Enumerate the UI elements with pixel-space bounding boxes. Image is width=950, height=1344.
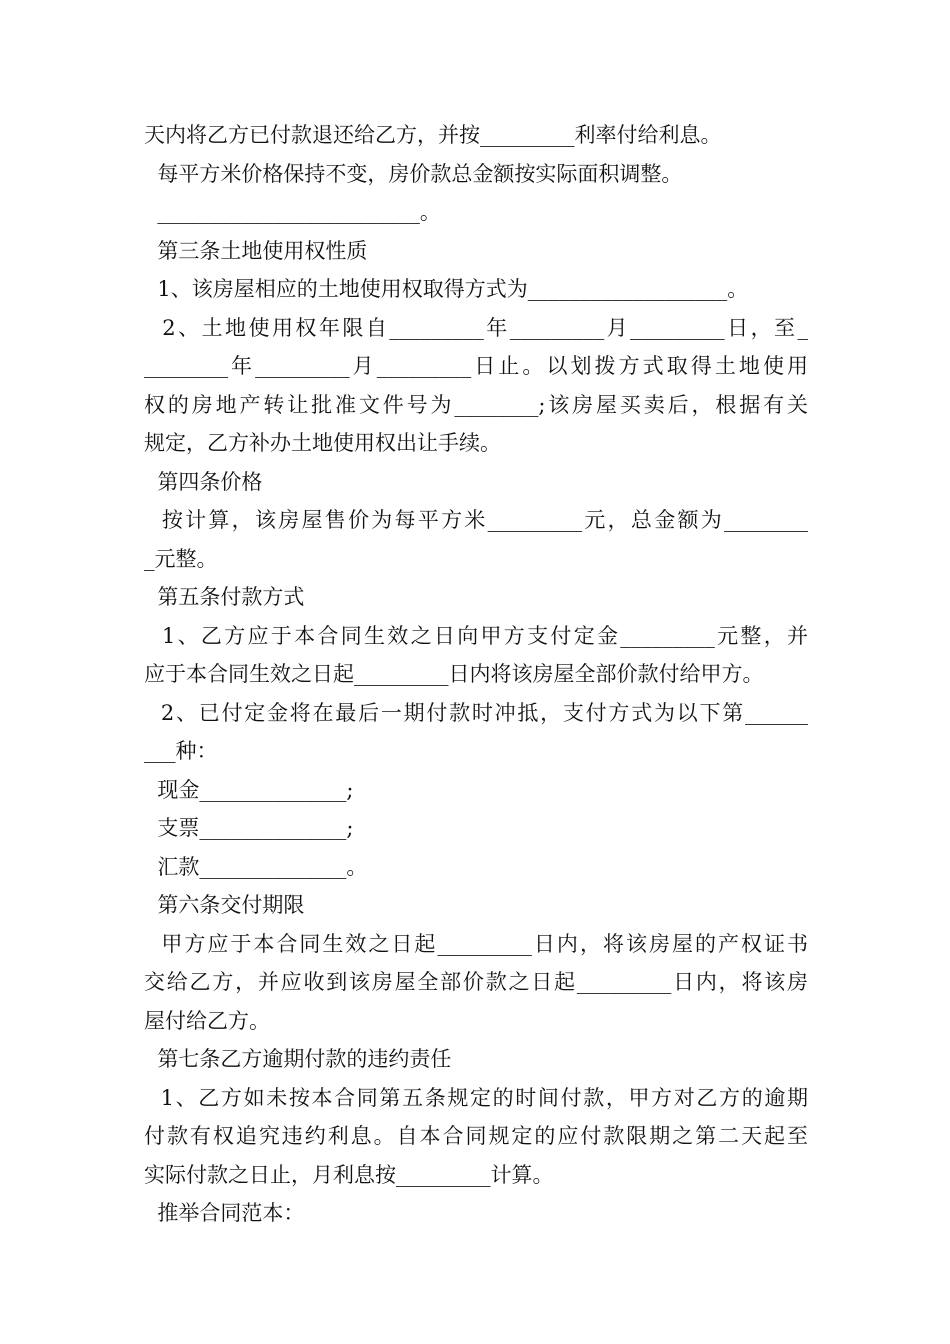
text-line: 1、乙方应于本合同生效之日向甲方支付定金_________元整，并	[144, 623, 808, 648]
text-line: 2、土地使用权年限自_________年_________月_________日，至_	[144, 315, 808, 340]
text-line: 天内将乙方已付款退还给乙方，并按_________利率付给利息。	[144, 123, 722, 147]
text-line: 每平方米价格保持不变，房价款总金额按实际面积调整。	[144, 161, 683, 186]
text-line: 实际付款之日止，月利息按_________计算。	[144, 1162, 554, 1187]
text-line: 1、乙方如未按本合同第五条规定的时间付款，甲方对乙方的逾期	[144, 1085, 808, 1110]
text-line: 付款有权追究违约利息。自本合同规定的应付款限期之第二天起至	[144, 1124, 808, 1148]
text-line: 现金______________;	[144, 777, 354, 802]
text-line: 屋付给乙方。	[144, 1008, 270, 1033]
text-line: 交给乙方，并应收到该房屋全部价款之日起_________日内，将该房	[144, 970, 808, 994]
section-heading: 第六条交付期限	[144, 893, 305, 917]
text-line: 按计算，该房屋售价为每平方米_________元，总金额为________	[144, 508, 808, 532]
text-line: 规定，乙方补办土地使用权出让手续。	[144, 431, 501, 455]
text-line: 权的房地产转让批准文件号为________;该房屋买卖后，根据有关	[144, 392, 808, 417]
text-line: 支票______________;	[144, 816, 354, 840]
text-line: 2、已付定金将在最后一期付款时冲抵，支付方式为以下第______	[144, 700, 808, 725]
text-line: _________________________。	[144, 200, 441, 224]
text-line: 推举合同范本：	[144, 1201, 305, 1225]
text-line: 应于本合同生效之日起_________日内将该房屋全部价款付给甲方。	[144, 662, 764, 686]
text-line: 汇款______________。	[144, 854, 368, 879]
section-heading: 第四条价格	[144, 469, 263, 494]
text-line: ___种：	[144, 739, 218, 763]
document-body	[144, 116, 808, 1233]
text-line: _元整。	[144, 546, 218, 571]
text-line: ________年_________月_________日止。以划拨方式取得土地使用	[144, 354, 808, 378]
text-line: 甲方应于本合同生效之日起_________日内，将该房屋的产权证书	[144, 931, 808, 956]
section-heading: 第七条乙方逾期付款的违约责任	[144, 1047, 452, 1071]
section-heading: 第五条付款方式	[144, 585, 305, 609]
text-line: 1、该房屋相应的土地使用权取得方式为___________________。	[144, 277, 749, 301]
section-heading: 第三条土地使用权性质	[144, 238, 368, 263]
